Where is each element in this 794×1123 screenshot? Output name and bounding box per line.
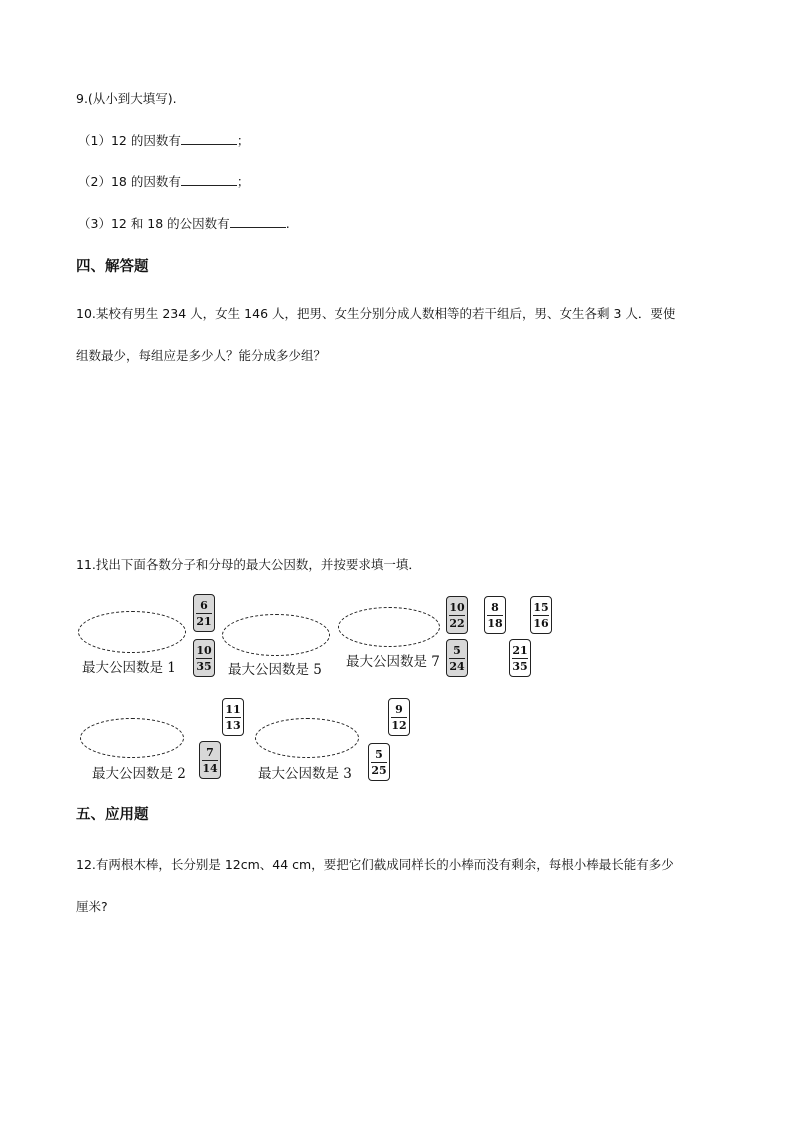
fraction-bar — [196, 613, 212, 614]
fraction-denominator: 25 — [371, 763, 387, 777]
fraction-numerator: 6 — [200, 598, 208, 612]
fraction-bar — [449, 615, 465, 616]
q11-title: 11.找出下面各数分子和分母的最大公因数，并按要求填一填． — [76, 557, 421, 572]
answer-blank[interactable] — [181, 132, 237, 145]
answer-ellipse-gcd-1[interactable] — [78, 611, 186, 653]
fraction-bar — [449, 658, 465, 659]
fraction-card[interactable] — [388, 698, 410, 736]
q12-line-1: 12.有两根木棒，长分别是 12cm、44 cm，要把它们截成同样长的小棒而没有剩余，每根小棒最长能有多少 — [76, 857, 674, 872]
group-label-gcd-7: 最大公因数是 7 — [346, 654, 440, 670]
fraction-card[interactable] — [193, 594, 215, 632]
fraction-numerator: 8 — [491, 600, 499, 614]
fraction-denominator: 35 — [196, 659, 212, 673]
q9-item-2-end: ； — [236, 174, 250, 189]
fraction-numerator: 15 — [533, 600, 549, 614]
q10-line-2: 组数最少，每组应是多少人？能分成多少组？ — [76, 348, 327, 363]
fraction-numerator: 7 — [206, 745, 214, 759]
group-label-gcd-3: 最大公因数是 3 — [258, 766, 352, 782]
q9-item-1 — [78, 131, 249, 149]
fraction-numerator: 9 — [395, 702, 403, 716]
fraction-numerator: 10 — [196, 643, 212, 657]
fraction-card[interactable] — [446, 596, 468, 634]
fraction-numerator: 11 — [225, 702, 241, 716]
fraction-bar — [391, 717, 407, 718]
section-four-heading: 四、解答题 — [76, 259, 149, 275]
q9-title: 9.(从小到大填写). — [76, 91, 177, 106]
q9-item-1-label: （1）12 的因数有 — [78, 133, 181, 148]
fraction-denominator: 18 — [487, 616, 503, 630]
fraction-card[interactable] — [193, 639, 215, 677]
fraction-numerator: 5 — [453, 643, 461, 657]
fraction-card[interactable] — [222, 698, 244, 736]
fraction-bar — [196, 658, 212, 659]
fraction-numerator: 21 — [512, 643, 528, 657]
fraction-denominator: 21 — [196, 614, 212, 628]
section-five-heading: 五、应用题 — [76, 807, 149, 823]
fraction-denominator: 24 — [449, 659, 465, 673]
q9-item-3 — [78, 214, 290, 232]
fraction-card[interactable] — [509, 639, 531, 677]
q9-item-2-label: （2）18 的因数有 — [78, 174, 181, 189]
q9-item-3-label: （3）12 和 18 的公因数有 — [78, 216, 230, 231]
fraction-bar — [225, 717, 241, 718]
fraction-denominator: 16 — [533, 616, 549, 630]
fraction-card[interactable] — [368, 743, 390, 781]
fraction-bar — [371, 762, 387, 763]
group-label-gcd-5: 最大公因数是 5 — [228, 662, 322, 678]
fraction-denominator: 22 — [449, 616, 465, 630]
fraction-card[interactable] — [484, 596, 506, 634]
answer-ellipse-gcd-2[interactable] — [80, 718, 184, 758]
fraction-card[interactable] — [446, 639, 468, 677]
fraction-denominator: 12 — [391, 718, 407, 732]
answer-blank[interactable] — [230, 215, 286, 228]
fraction-numerator: 10 — [449, 600, 465, 614]
fraction-bar — [487, 615, 503, 616]
answer-blank[interactable] — [181, 173, 237, 186]
q9-item-2 — [78, 172, 249, 190]
fraction-bar — [533, 615, 549, 616]
group-label-gcd-1: 最大公因数是 1 — [82, 660, 176, 676]
fraction-card[interactable] — [199, 741, 221, 779]
q10-line-1: 10.某校有男生 234 人，女生 146 人，把男、女生分别分成人数相等的若干组后，男、女生各剩 3 人．要使 — [76, 306, 676, 321]
answer-ellipse-gcd-5[interactable] — [222, 614, 330, 656]
q12-line-2: 厘米? — [76, 899, 108, 914]
fraction-bar — [202, 760, 218, 761]
fraction-card[interactable] — [530, 596, 552, 634]
group-label-gcd-2: 最大公因数是 2 — [92, 766, 186, 782]
q9-item-3-end: . — [285, 216, 290, 231]
answer-ellipse-gcd-7[interactable] — [338, 607, 440, 647]
answer-ellipse-gcd-3[interactable] — [255, 718, 359, 758]
fraction-numerator: 5 — [375, 747, 383, 761]
fraction-denominator: 13 — [225, 718, 241, 732]
fraction-denominator: 35 — [512, 659, 528, 673]
fraction-bar — [512, 658, 528, 659]
q9-item-1-end: ； — [236, 133, 250, 148]
fraction-denominator: 14 — [202, 761, 218, 775]
